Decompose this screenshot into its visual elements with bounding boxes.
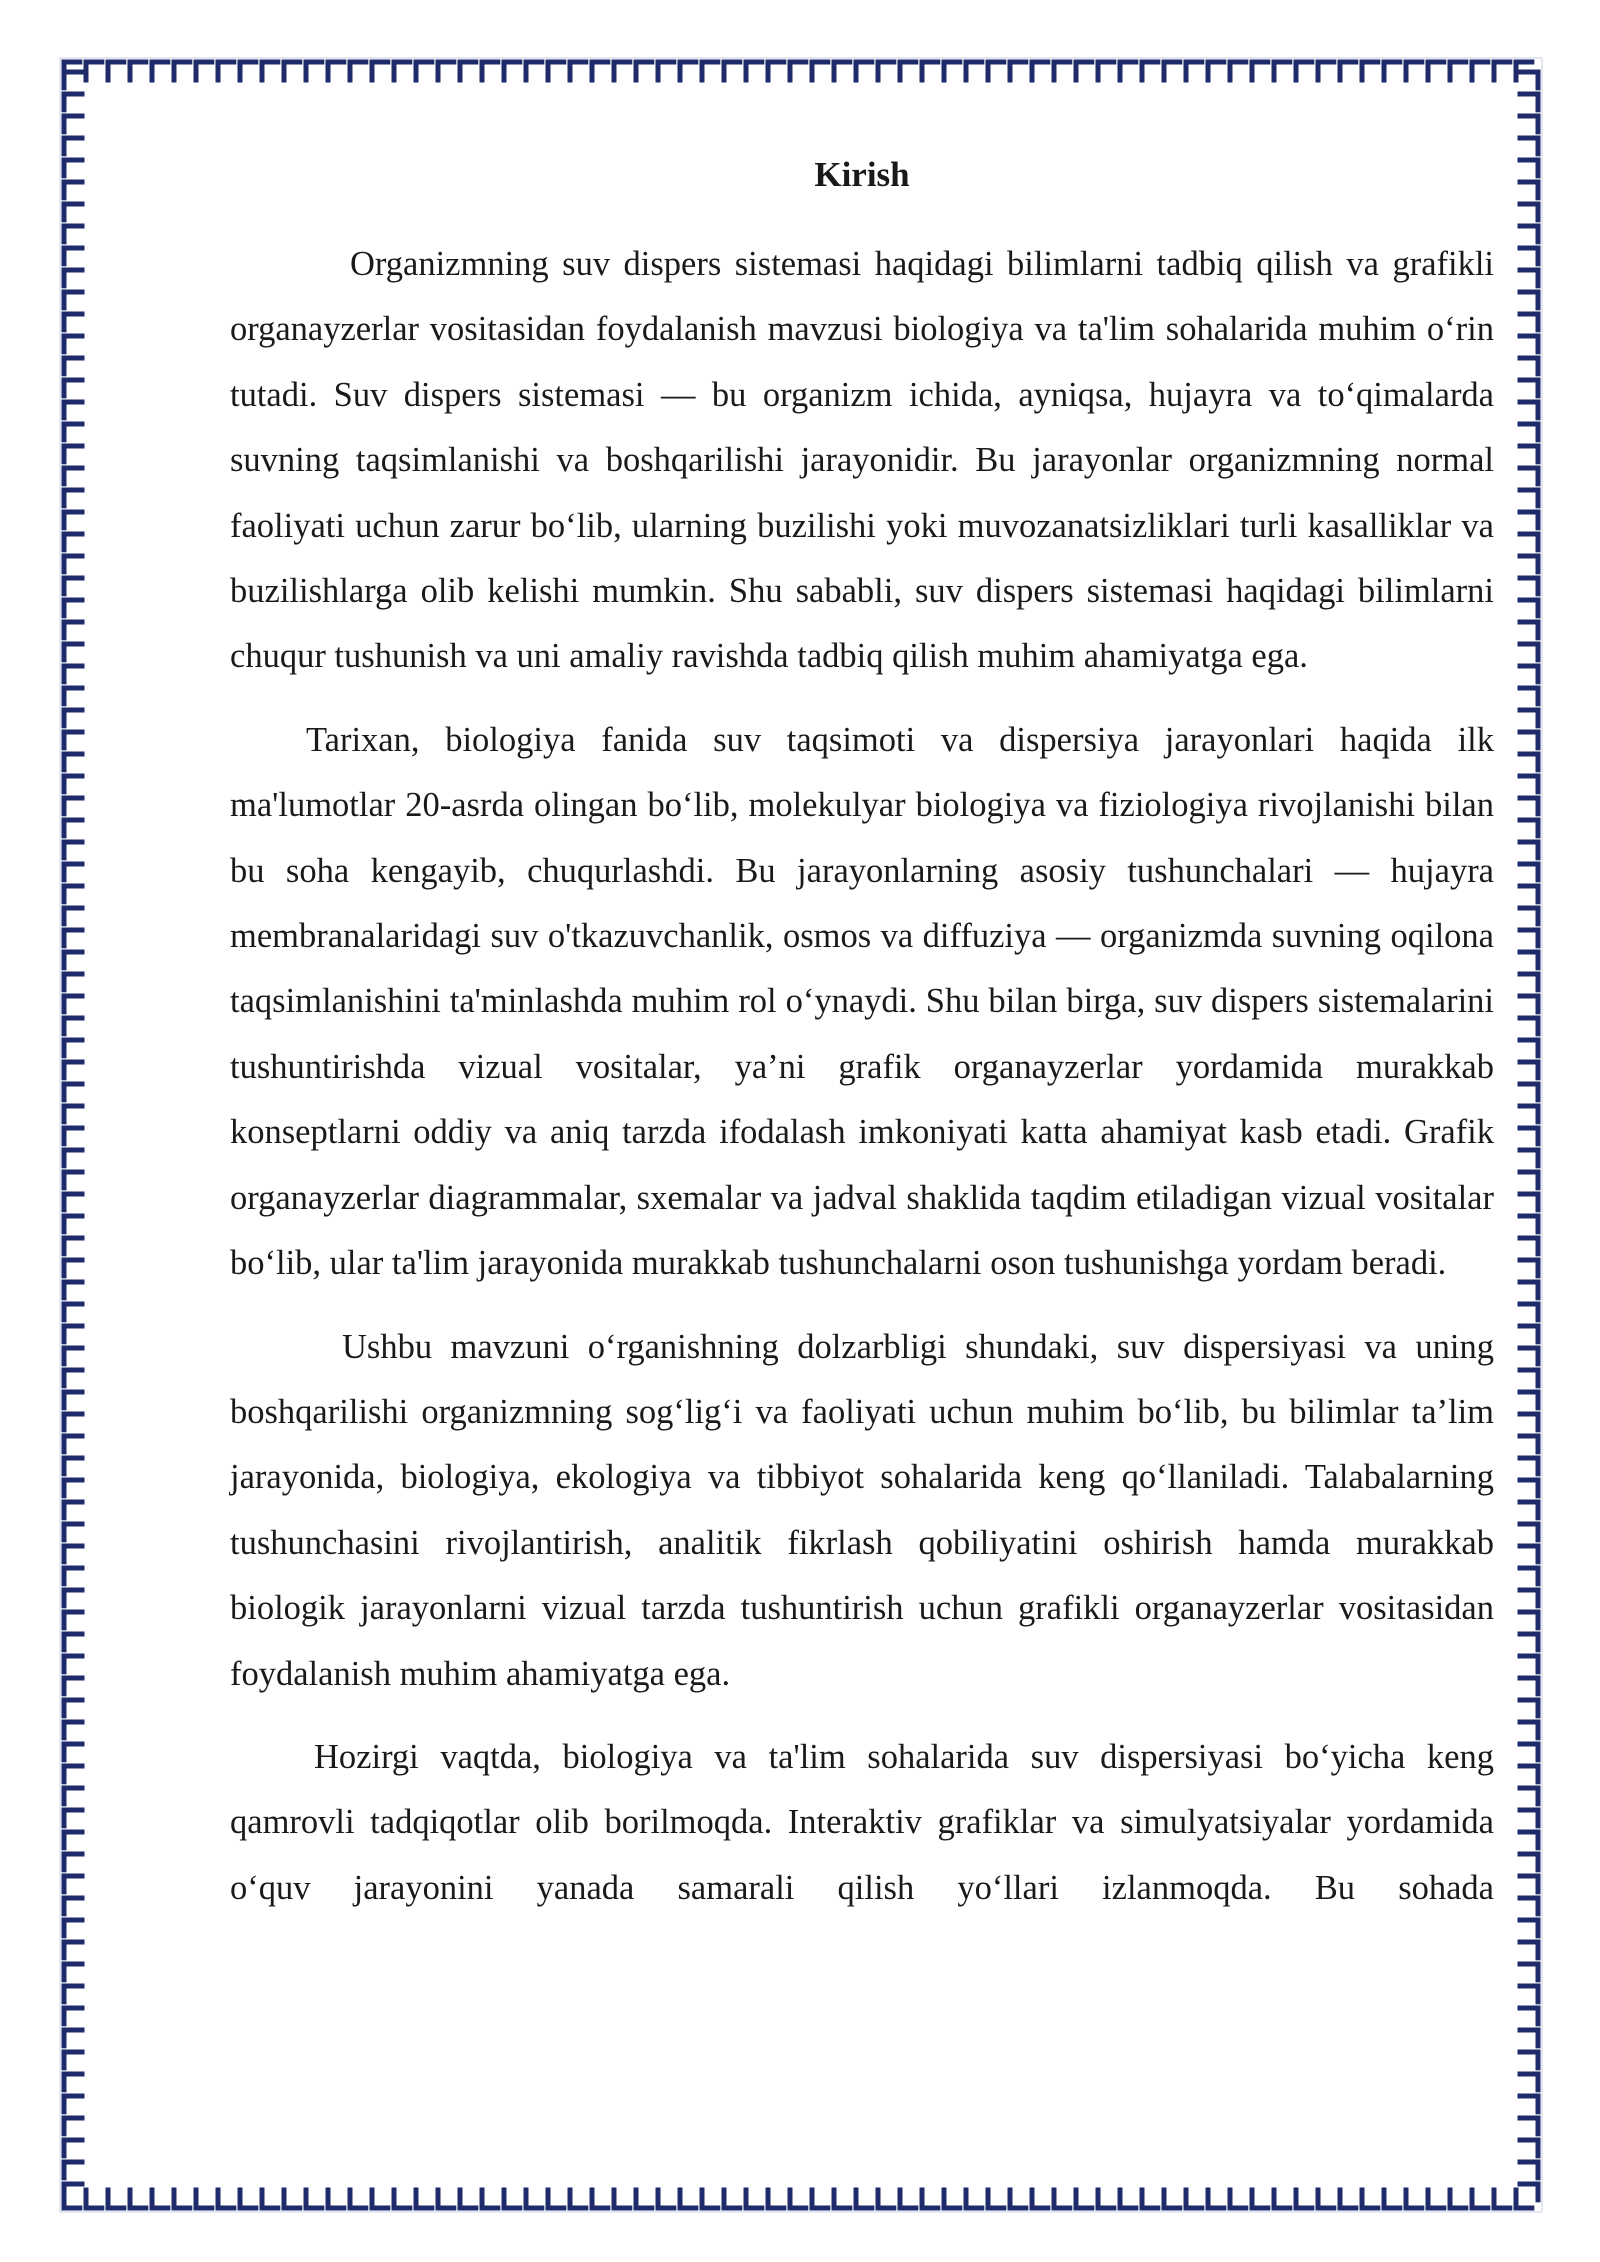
paragraph-current-research: Hozirgi vaqtda, biologiya va ta'lim sohalarida suv dispersiyasi bo‘yicha keng qamrovli tadqiqotlar olib borilmoqda. Interaktiv grafiklar va simulyatsiyalar yordamida o‘quv jarayonini yanada samarali qilish yo‘llari izlanmoqda. Bu sohada [230,1737,1494,1907]
paragraph-history: Tarixan, biologiya fanida suv taqsimoti va dispersiya jarayonlari haqida ilk ma'lumotlar 20-asrda olingan bo‘lib, molekulyar biologiya va fiziologiya rivojlanishi bilan bu soha kengayib, chuqurlashdi. Bu jarayonlarning asosiy tushunchalari — hujayra membranalaridagi suv o'tkazuvchanlik, osmos va diffuziya — organizmda suvning oqilona taqsimlanishini ta'minlashda muhim rol o‘ynaydi. Shu bilan birga, suv dispers sistemalarini tushuntirishda vizual vositalar, ya’ni grafik organayzerlar yordamida murakkab konseptlarni oddiy va aniq tarzda ifodalash imkoniyati katta ahamiyat kasb etadi. Grafik organayzerlar diagrammalar, sxemalar va jadval shaklida taqdim etiladigan vizual vositalar bo‘lib, ular ta'lim jarayonida murakkab tushunchalarni oson tushunishga yordam beradi. [230,720,1494,1283]
document-body [230,140,1494,1939]
paragraph-intro: Organizmning suv dispers sistemasi haqidagi bilimlarni tadbiq qilish va grafikli organayzerlar vositasidan foydalanish mavzusi biologiya va ta'lim sohalarida muhim o‘rin tutadi. Suv dispers sistemasi — bu organizm ichida, ayniqsa, hujayra va to‘qimalarda suvning taqsimlanishi va boshqarilishi jarayonidir. Bu jarayonlar organizmning normal faoliyati uchun zarur bo‘lib, ularning buzilishi yoki muvozanatsizliklari turli kasalliklar va buzilishlarga olib kelishi mumkin. Shu sababli, suv dispers sistemasi haqidagi bilimlarni chuqur tushunish va uni amaliy ravishda tadbiq qilish muhim ahamiyatga ega. [230,245,1494,676]
paragraph-relevance: Ushbu mavzuni o‘rganishning dolzarbligi shundaki, suv dispersiyasi va uning boshqarilishi organizmning sog‘lig‘i va faoliyati uchun muhim bo‘lib, bu bilimlar ta’lim jarayonida, biologiya, ekologiya va tibbiyot sohalarida keng qo‘llaniladi. Talabalarning tushunchasini rivojlantirish, analitik fikrlash qobiliyatini oshirish hamda murakkab biologik jarayonlarni vizual tarzda tushuntirish uchun grafikli organayzerlar vositasidan foydalanish muhim ahamiyatga ega. [230,1327,1494,1693]
page-title: Kirish [814,155,910,194]
